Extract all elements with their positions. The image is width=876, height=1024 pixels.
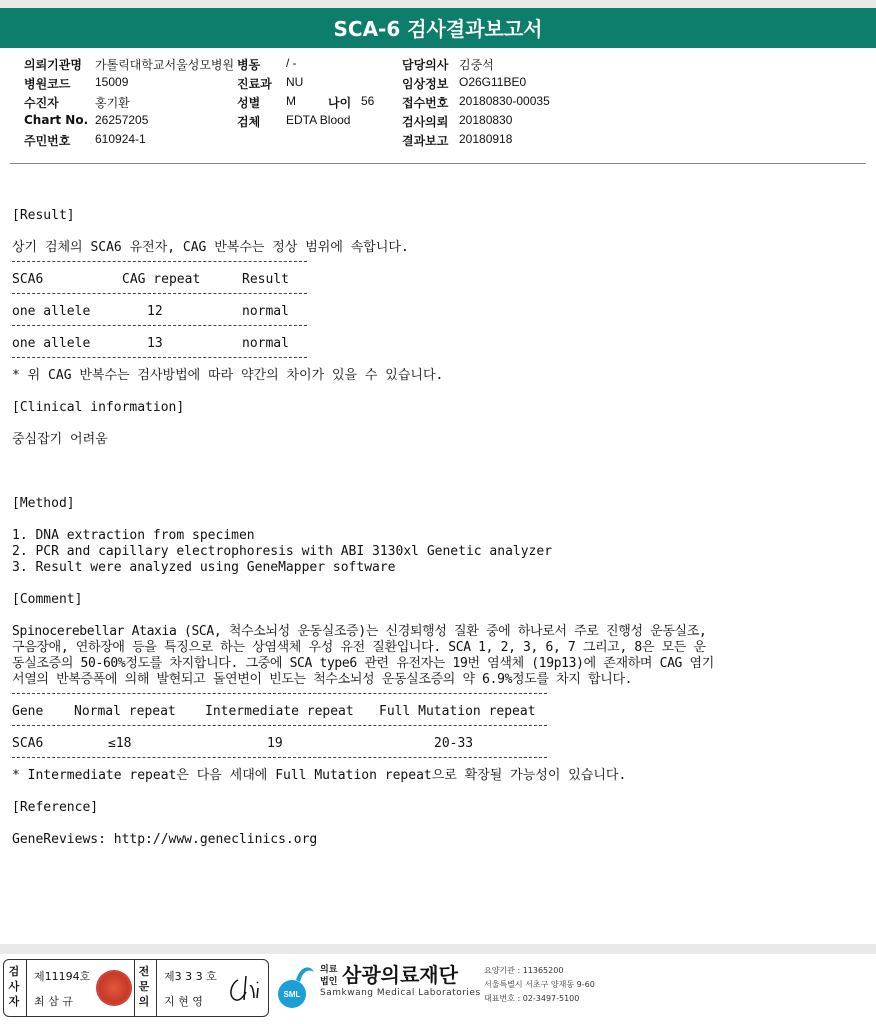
info-value: 김중석 <box>459 58 494 72</box>
specialist-label: 전 문 의 <box>138 965 150 1008</box>
specialist-name: 지 현 영 <box>164 995 203 1008</box>
info-value: 20180830 <box>459 113 513 127</box>
org-phone: 대표번호 : 02-3497-5100 <box>484 994 580 1003</box>
info-label: 진료과 <box>237 77 272 91</box>
range-col-full: Full Mutation repeat <box>379 704 536 719</box>
range-col-gene: Gene <box>12 704 44 719</box>
info-label: 성별 <box>237 96 261 110</box>
sml-logo-icon <box>270 960 318 1010</box>
range-row-intermediate: 19 <box>267 736 283 751</box>
info-label: 접수번호 <box>402 96 449 110</box>
divider <box>156 960 157 1016</box>
range-row-full: 20-33 <box>434 736 474 751</box>
comment-heading: [Comment] <box>12 592 83 607</box>
top-gray-bar <box>0 0 876 8</box>
comment-line-2: 구음장애, 연하장애 등을 특징으로 하는 상염색체 우성 유전 질환입니다. SCA 1, 2, 3, 6, 7 그리고, 8은 모든 운 <box>12 640 706 655</box>
range-col-normal: Normal repeat <box>74 704 176 719</box>
method-item-2: 2. PCR and capillary electrophoresis with ABI 3130xl Genetic analyzer <box>12 544 553 559</box>
bottom-gray-bar <box>0 944 876 954</box>
divider <box>134 960 135 1016</box>
clinical-text: 중심잡기 어려움 <box>12 432 108 447</box>
result-row2-repeat: 13 <box>147 336 163 351</box>
table-rule <box>12 325 307 326</box>
org-name: 삼광의료재단 <box>342 963 458 987</box>
info-label: 수진자 <box>24 96 59 110</box>
info-value: 20180830-00035 <box>459 94 550 108</box>
result-summary: 상기 검체의 SCA6 유전자, CAG 반복수는 정상 범위에 속합니다. <box>12 240 409 255</box>
reference-link[interactable]: GeneReviews: http://www.geneclinics.org <box>12 832 318 847</box>
org-address: 서울특별시 서초구 양재동 9-60 <box>484 980 595 989</box>
info-label: 병동 <box>237 58 261 72</box>
logo-text: SML <box>283 990 301 999</box>
examiner-license-no: 제11194호 <box>34 970 91 983</box>
result-heading: [Result] <box>12 208 75 223</box>
range-row-gene: SCA6 <box>12 736 44 751</box>
info-label: 주민번호 <box>24 134 71 148</box>
info-value: NU <box>286 75 304 89</box>
divider <box>26 960 27 1016</box>
result-row2-allele: one allele <box>12 336 91 351</box>
comment-line-3: 동실조증의 50-60%정도를 차지합니다. 그중에 SCA type6 관련 유전자는 19번 염색체 (19p13)에 존재하며 CAG 염기 <box>12 656 714 671</box>
info-value: EDTA Blood <box>286 113 351 127</box>
info-label: 나이 <box>328 96 352 110</box>
examiner-label: 검 사 자 <box>8 965 20 1008</box>
result-col-result: Result <box>242 272 289 287</box>
info-label: 임상정보 <box>402 77 449 91</box>
table-rule <box>12 293 307 294</box>
info-label: 결과보고 <box>402 134 449 148</box>
info-value: 가톨릭대학교서울성모병원 <box>95 58 235 72</box>
info-label: Chart No. <box>24 113 89 127</box>
table-rule <box>12 757 547 758</box>
method-heading: [Method] <box>12 496 75 511</box>
result-row1-result: normal <box>242 304 289 319</box>
info-label: 담당의사 <box>402 58 449 72</box>
method-item-3: 3. Result were analyzed using GeneMapper software <box>12 560 396 575</box>
info-value: 15009 <box>95 75 129 89</box>
info-value: 56 <box>361 94 375 108</box>
org-english-name: Samkwang Medical Laboratories <box>320 988 481 998</box>
result-row2-result: normal <box>242 336 289 351</box>
patient-info <box>0 48 876 164</box>
table-rule <box>12 357 307 358</box>
info-label: 의뢰기관명 <box>24 58 82 72</box>
range-note: * Intermediate repeat은 다음 세대에 Full Mutation repeat으로 확장될 가능성이 있습니다. <box>12 768 627 783</box>
result-row1-allele: one allele <box>12 304 91 319</box>
info-value: 20180918 <box>459 132 513 146</box>
examiner-name: 최 삼 규 <box>34 995 73 1008</box>
info-value: 610924-1 <box>95 132 146 146</box>
reference-heading: [Reference] <box>12 800 99 815</box>
comment-line-1: Spinocerebellar Ataxia (SCA, 척수소뇌성 운동실조증)는 신경퇴행성 질환 중에 하나로서 주로 진행성 운동실조, <box>12 624 707 639</box>
result-note: * 위 CAG 반복수는 검사방법에 따라 약간의 차이가 있을 수 있습니다. <box>12 368 444 383</box>
specialist-signature <box>224 972 266 1006</box>
report-title: SCA-6 검사결과보고서 <box>0 8 876 48</box>
info-value: / - <box>286 56 297 70</box>
info-label: 병원코드 <box>24 77 71 91</box>
table-rule <box>12 261 307 262</box>
table-rule <box>12 693 547 694</box>
info-value: 26257205 <box>95 113 149 127</box>
result-col-cag: CAG repeat <box>122 272 201 287</box>
report-footer <box>0 956 876 1024</box>
table-rule <box>12 725 547 726</box>
info-value: O26G11BE0 <box>459 75 527 89</box>
method-item-1: 1. DNA extraction from specimen <box>12 528 255 543</box>
info-label: 검사의뢰 <box>402 115 449 129</box>
divider <box>10 163 866 164</box>
clinical-heading: [Clinical information] <box>12 400 185 415</box>
signature-box <box>3 959 269 1017</box>
info-label: 검체 <box>237 115 261 129</box>
range-row-normal: ≤18 <box>108 736 132 751</box>
range-col-intermediate: Intermediate repeat <box>205 704 354 719</box>
examiner-seal <box>96 970 132 1006</box>
result-row1-repeat: 12 <box>147 304 163 319</box>
comment-line-4: 서열의 반복증폭에 의해 발현되고 돌연변이 빈도는 척수소뇌성 운동실조증의 약 6.9%정도를 차지 합니다. <box>12 672 633 687</box>
result-col-gene: SCA6 <box>12 272 44 287</box>
info-value: M <box>286 94 296 108</box>
org-type: 의료법인 <box>320 965 338 987</box>
info-value: 홍기환 <box>95 96 130 110</box>
care-code: 요양기관 : 11365200 <box>484 966 564 975</box>
specialist-license-no: 제3 3 3 호 <box>164 970 217 983</box>
